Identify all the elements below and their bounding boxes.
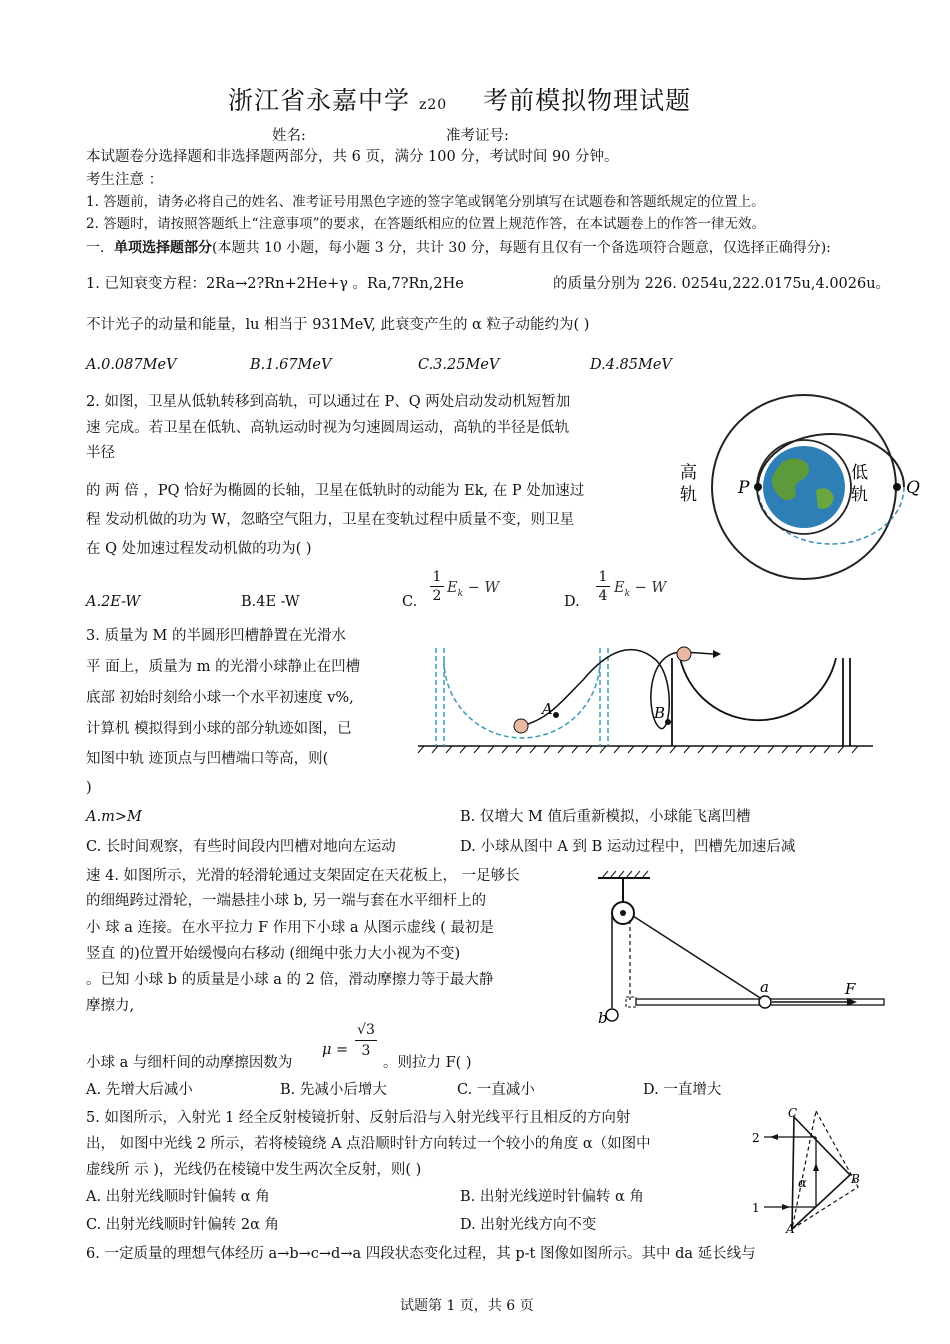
ball-a	[759, 996, 771, 1008]
section-rest: (本题共 10 小题，每小题 3 分，共计 30 分，每题有且仅有一个备选项符合题意，仅选择正确得分):	[212, 240, 831, 256]
q1-option-c[interactable]: C.3.25MeV	[418, 357, 500, 373]
label-a: A	[542, 700, 553, 718]
q4-line7b: 。则拉力 F( )	[383, 1055, 472, 1071]
label-2: 2	[752, 1131, 760, 1145]
title-part2: 考前模拟物理试题	[483, 86, 692, 115]
label-b: B	[654, 704, 666, 722]
q2-option-d[interactable]: D.	[564, 594, 580, 610]
title-part1: 浙江省永嘉中学	[228, 86, 411, 115]
label-a: A	[786, 1222, 795, 1236]
q4-line2: 的细绳跨过滑轮，一端悬挂小球 b, 另一端与套在水平细杆上的	[86, 893, 487, 909]
label-high-2: 轨	[680, 485, 697, 505]
q4-line4: 竖直 的)位置开始缓慢向右移动 (细绳中张力大小视为不变)	[86, 946, 461, 962]
intro-line: 本试题卷分选择题和非选择题两部分，共 6 页，满分 100 分，考试时间 90 分钟。	[86, 149, 619, 165]
q2-option-c[interactable]: C.	[402, 594, 418, 610]
ek-k: k	[457, 588, 464, 599]
pulley-figure	[592, 870, 892, 1030]
ball-top	[677, 647, 691, 661]
q5-option-c[interactable]: C. 出射光线顺时针偏转 2α 角	[86, 1217, 280, 1233]
label-c: C	[788, 1106, 798, 1120]
arrow-icon	[713, 650, 721, 658]
q3-line3: 底部 初始时刻给小球一个水平初速度 v%,	[86, 690, 354, 706]
groove-figure	[418, 640, 878, 755]
q2-option-a[interactable]: A.2E-W	[86, 594, 141, 610]
notice-2: 2. 答题时，请按照答题纸上“注意事项”的要求，在答题纸相应的位置上规范作答，在本试题卷上的作答一律无效。	[86, 216, 765, 232]
q4-option-d[interactable]: D. 一直增大	[643, 1082, 722, 1098]
prism	[792, 1117, 850, 1229]
label-b: b	[598, 1009, 608, 1027]
q2-line2: 速 完成。若卫星在低轨、高轨运动时视为匀速圆周运动，高轨的半径是低轨	[86, 420, 570, 436]
section-prefix: 一．	[86, 240, 114, 256]
ray-internal-arrow-icon	[813, 1163, 819, 1171]
point-a-dot	[553, 712, 559, 718]
orbit-figure	[676, 390, 936, 585]
label-low-2: 轨	[851, 485, 868, 505]
label-low: 低	[851, 463, 868, 483]
exam-id-label: 准考证号:	[446, 128, 509, 144]
q1-line2: 不计光子的动量和能量，lu 相当于 931MeV, 此衰变产生的 α 粒子动能约为( )	[86, 317, 590, 333]
point-q-dot	[893, 483, 901, 491]
q2-d-tail	[614, 578, 666, 604]
ek-e: E	[614, 580, 625, 596]
ek-e: E	[447, 580, 458, 596]
q2-line6: 在 Q 处加速过程发动机做的功为( )	[86, 541, 312, 557]
q3-option-b[interactable]: B. 仅增大 M 值后重新模拟，小球能飞离凹槽	[460, 809, 751, 825]
label-high: 高	[680, 463, 697, 483]
ek-k: k	[624, 588, 631, 599]
q1-option-b[interactable]: B.1.67MeV	[250, 357, 332, 373]
q4-option-b[interactable]: B. 先减小后增大	[280, 1082, 387, 1098]
frac-den: 4	[598, 588, 608, 604]
label-a: a	[760, 978, 769, 996]
q2-line5: 程 发动机做的功为 W，忽略空气阻力，卫星在变轨过程中质量不变，则卫星	[86, 512, 575, 528]
point-b-dot	[665, 719, 671, 725]
q5-line3: 虚线所 示 )，光线仍在棱镜中发生两次全反射，则( )	[86, 1162, 422, 1178]
rope-to-a	[633, 916, 765, 1001]
q5-option-b[interactable]: B. 出射光线逆时针偏转 α 角	[460, 1189, 644, 1205]
ray-1-arrow-icon	[782, 1204, 790, 1210]
q4-option-a[interactable]: A. 先增大后减小	[86, 1082, 193, 1098]
ray-2-arrow-icon	[770, 1134, 778, 1140]
title-tag: z20	[418, 97, 448, 113]
notice-title: 考生注意 ：	[86, 172, 164, 188]
q3-line4: 计算机 模拟得到小球的部分轨迹如图，已	[86, 721, 352, 737]
q3-line6: )	[86, 780, 92, 796]
section-heading	[86, 238, 831, 258]
q4-line5: 。已知 小球 b 的质量是小球 a 的 2 倍，滑动摩擦力等于最大静	[86, 972, 494, 988]
q2-option-b[interactable]: B.4E -W	[241, 594, 300, 610]
groove-moved	[672, 658, 850, 746]
prism-figure	[752, 1105, 870, 1235]
q2-line4: 的 两 倍 ，PQ 恰好为椭圆的长轴，卫星在低轨时的动能为 Ek, 在 P 处加速过	[86, 483, 585, 499]
q5-option-d[interactable]: D. 出射光线方向不变	[460, 1217, 597, 1233]
pulley-axle	[620, 910, 626, 916]
name-label: 姓名:	[272, 128, 306, 144]
q4-line3: 小 球 a 连接。在水平拉力 F 作用下小球 a 从图示虚线 ( 最初是	[86, 920, 494, 936]
sqrt3: √3	[355, 1020, 377, 1041]
rotated-prism-dashed	[792, 1111, 858, 1229]
label-q: Q	[906, 478, 920, 498]
notice-1: 1. 答题前，请务必将自己的姓名、准考证号用黑色字迹的签字笔或钢笔分别填写在试题卷和答题纸规定的位置上。	[86, 194, 765, 210]
frac-num: 1	[430, 568, 444, 587]
frac-num: 1	[596, 568, 610, 587]
q4-option-c[interactable]: C. 一直减小	[457, 1082, 535, 1098]
q2-c-tail	[447, 578, 499, 604]
label-f: F	[845, 980, 856, 998]
q5-line2: 出， 如图中光线 2 所示，若将棱镜绕 A 点沿顺时针方向转过一个较小的角度 α（如图中	[86, 1136, 651, 1152]
ceiling-hatch	[602, 871, 648, 878]
page-footer: 试题第 1 页，共 6 页	[400, 1298, 534, 1314]
q3-option-a[interactable]: A.m>M	[86, 809, 142, 825]
q4-line1: 速 4. 如图所示，光滑的轻滑轮通过支架固定在天花板上， 一足够长	[86, 868, 520, 884]
q4-line6: 摩擦力,	[86, 998, 135, 1014]
q1-line1b: 的质量分别为 226. 0254u,222.0175u,4.0026u。	[553, 276, 891, 292]
section-bold: 单项选择题部分	[114, 240, 212, 256]
ball-b	[606, 1009, 618, 1021]
label-1: 1	[752, 1201, 760, 1215]
q2-line1: 2. 如图，卫星从低轨转移到高轨，可以通过在 P、Q 两处启动发动机短暂加	[86, 394, 571, 410]
q5-option-a[interactable]: A. 出射光线顺时针偏转 α 角	[86, 1189, 270, 1205]
q3-line5: 知图中轨 迹顶点与凹槽端口等高，则(	[86, 751, 329, 767]
q4-line7a: 小球 a 与细杆间的动摩擦因数为	[86, 1055, 293, 1071]
q1-line1a: 1. 已知衰变方程：2Ra→2?Rn+2He+γ 。Ra,7?Rn,2He	[86, 276, 464, 292]
initial-position-dashed	[626, 997, 636, 1007]
minus-w: − W	[634, 580, 667, 596]
q3-option-c[interactable]: C. 长时间观察，有些时间段内凹槽对地向左运动	[86, 839, 396, 855]
q5-line1: 5. 如图所示，入射光 1 经全反射棱镜折射、反射后沿与入射光线平行且相反的方向射	[86, 1110, 631, 1126]
q3-line2: 平 面上，质量为 m 的光滑小球静止在凹槽	[86, 659, 361, 675]
three: 3	[361, 1043, 371, 1059]
q1-option-a[interactable]: A.0.087MeV	[86, 357, 177, 373]
q2-d-fraction	[596, 568, 610, 605]
label-p: P	[738, 478, 750, 498]
label-alpha: α	[798, 1176, 807, 1191]
frac-den: 2	[432, 588, 442, 604]
q2-c-fraction	[430, 568, 444, 605]
point-p-dot	[754, 483, 762, 491]
q4-mu-fraction	[355, 1020, 377, 1061]
q4-mu: μ =	[322, 1042, 349, 1058]
q1-option-d[interactable]: D.4.85MeV	[590, 357, 672, 373]
page-title	[228, 86, 691, 120]
ground-hatch	[418, 746, 858, 753]
ball-start	[514, 719, 528, 733]
q6-line1: 6. 一定质量的理想气体经历 a→b→c→d→a 四段状态变化过程，其 p-t 图像如图所示。其中 da 延长线与	[86, 1246, 756, 1262]
q3-line1: 3. 质量为 M 的半圆形凹槽静置在光滑水	[86, 628, 347, 644]
label-b: B	[851, 1172, 860, 1186]
minus-w: − W	[467, 580, 500, 596]
q3-option-d[interactable]: D. 小球从图中 A 到 B 运动过程中，凹槽先加速后减	[460, 839, 796, 855]
q2-line3: 半径	[86, 445, 115, 461]
